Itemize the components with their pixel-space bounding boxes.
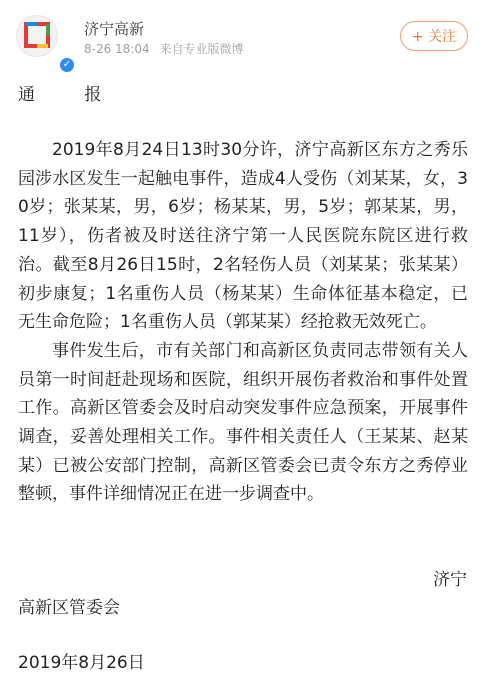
- avatar[interactable]: [16, 15, 72, 70]
- post-time: 8-26 18:04: [84, 42, 150, 56]
- follow-button[interactable]: + 关注: [400, 21, 468, 51]
- signature-line-2: 高新区管委会: [18, 598, 120, 618]
- post-meta: [84, 40, 249, 57]
- notice-date: 2019年8月26日: [18, 653, 145, 673]
- notice-body: [18, 72, 468, 509]
- signature-line-1: 济宁: [433, 570, 467, 590]
- notice-paragraph-2: 事件发生后，市有关部门和高新区负责同志带领有关人员第一时间赶赴现场和医院，组织开展伤者救治和事件处置工作。高新区管委会及时启动突发事件应急预案，开展事件调查，妥善处理相关工作。事件相关责任人（王某某、赵某某）已被公安部门控制，高新区管委会已责令东方之秀停业整顿，事件详细情况正在进一步调查中。: [18, 340, 468, 505]
- post-header: [0, 0, 485, 70]
- post-source: 来自专业版微博: [159, 42, 244, 56]
- logo-icon: [17, 16, 57, 56]
- notice-paragraph-1: 2019年8月24日13时30分许，济宁高新区东方之秀乐园涉水区发生一起触电事件，造成4人受伤（刘某某，女，30岁；张某某，男，6岁；杨某某，男，5岁；郭某某，男，11岁），伤者被及时送往济宁第一人民医院东院区进行救治。截至8月26日15时，2名轻伤人员（刘某某；张某某）初步康复；1名重伤人员（杨某某）生命体征基本稳定，已无生命危险；1名重伤人员（郭某某）经抢救无效死亡。: [18, 140, 468, 333]
- author-name[interactable]: 济宁高新: [84, 20, 145, 38]
- verified-badge-icon: ✓: [59, 57, 75, 73]
- notice-heading: 通 报: [18, 85, 124, 105]
